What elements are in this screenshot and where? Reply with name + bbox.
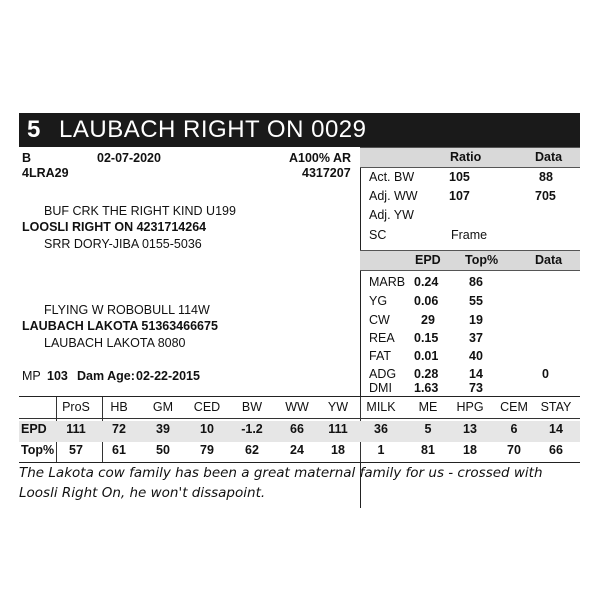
data-col-header: Data (535, 150, 563, 164)
mp-value: 103 (47, 369, 68, 383)
col-header: HPG (456, 400, 484, 414)
sex: B (22, 151, 32, 165)
carcass-row-label: YG (369, 294, 388, 308)
carcass-row-epd: 0.28 (414, 367, 439, 381)
carcass-row-top: 14 (469, 367, 483, 381)
carcass-header (360, 250, 580, 271)
ratio-header (360, 147, 580, 168)
epd-col-header: EPD (415, 253, 441, 267)
col-header: ME (418, 400, 438, 414)
epd-value: 111 (66, 422, 86, 436)
sire-dam: SRR DORY-JIBA 0155-5036 (44, 237, 202, 251)
ratio-row-data: 705 (535, 189, 556, 203)
col-header: HB (110, 400, 128, 414)
top-value: 61 (112, 443, 126, 457)
dam-age-value: 02-22-2015 (136, 369, 200, 383)
sire-sire: BUF CRK THE RIGHT KIND U199 (44, 204, 236, 218)
top-value: 1 (377, 443, 385, 457)
registration-number: 4317207 (302, 166, 351, 180)
carcass-row-epd: 0.15 (414, 331, 439, 345)
epd-value: 5 (424, 422, 432, 436)
birthdate: 02-07-2020 (97, 151, 161, 165)
top-value: 50 (156, 443, 170, 457)
top-value: 18 (331, 443, 345, 457)
col-header: ProS (62, 400, 90, 414)
ratio-col-header: Ratio (450, 150, 482, 164)
breed: A100% AR (289, 151, 352, 165)
tattoo: 4LRA29 (22, 166, 69, 180)
lot-comment: The Lakota cow family has been a great maternal family for us - crossed with Loosli Right On, he won't dissapoint. (19, 465, 543, 501)
epd-value: 36 (374, 422, 388, 436)
col-header: BW (241, 400, 263, 414)
col-header: GM (152, 400, 174, 414)
ratio-row-ratio: 105 (449, 170, 470, 184)
ratio-row-ratio: 107 (449, 189, 470, 203)
epd-values-row (19, 421, 580, 442)
carcass-row-data: 0 (542, 367, 549, 381)
top-col-header: Top% (465, 253, 499, 267)
carcass-row-label: ADG (369, 367, 397, 381)
ratio-row-label: SC (369, 228, 387, 242)
mp-label: MP (22, 369, 41, 383)
top-row-label: Top% (21, 443, 55, 457)
dam: LAUBACH LAKOTA 51363466675 (22, 319, 218, 333)
col-header: WW (285, 400, 309, 414)
top-value: 24 (290, 443, 304, 457)
epd-value: 39 (156, 422, 170, 436)
top-value: 81 (421, 443, 435, 457)
carcass-row-top: 55 (469, 294, 483, 308)
carcass-row-epd: 29 (421, 313, 435, 327)
sire: LOOSLI RIGHT ON 4231714264 (22, 220, 207, 234)
col-header: CED (193, 400, 221, 414)
carcass-row-label: DMI (369, 381, 392, 395)
epd-header-row (19, 400, 580, 421)
carcass-row-epd: 0.01 (414, 349, 439, 363)
top-value: 79 (200, 443, 214, 457)
epd-value: 66 (290, 422, 304, 436)
top-value: 18 (463, 443, 477, 457)
col-header: CEM (500, 400, 528, 414)
ratio-row-label: Adj. WW (369, 189, 418, 203)
carcass-row-label: MARB (369, 275, 406, 289)
ratio-row-label: Adj. YW (369, 208, 414, 222)
epd-value: 13 (463, 422, 477, 436)
top-percent-row (19, 442, 580, 463)
epd-value: 14 (549, 422, 563, 436)
dam-age-label: Dam Age: (77, 369, 135, 383)
ratio-row-ratio: Frame (451, 228, 488, 242)
carcass-row-label: CW (369, 313, 390, 327)
col-header: MILK (366, 400, 396, 414)
ratio-row-data: 88 (539, 170, 553, 184)
carcass-row-label: REA (369, 331, 395, 345)
epd-value: 10 (200, 422, 214, 436)
epd-value: 111 (328, 422, 348, 436)
ratio-row-label: Act. BW (369, 170, 415, 184)
epd-value: 6 (510, 422, 518, 436)
carcass-row-label: FAT (369, 349, 391, 363)
col-header: STAY (540, 400, 572, 414)
top-value: 62 (245, 443, 259, 457)
carcass-row-top: 73 (469, 381, 483, 395)
top-value: 70 (507, 443, 521, 457)
col-header: YW (327, 400, 349, 414)
epd-value: -1.2 (241, 422, 263, 436)
carcass-row-epd: 0.24 (414, 275, 439, 289)
animal-name: LAUBACH RIGHT ON 0029 (59, 116, 367, 143)
epd-value: 72 (112, 422, 126, 436)
top-value: 66 (549, 443, 563, 457)
carcass-row-top: 19 (469, 313, 483, 327)
data-col-header: Data (535, 253, 563, 267)
lot-number: 5 (27, 116, 41, 143)
sale-lot-card (19, 113, 580, 501)
lot-header (19, 113, 580, 147)
top-value: 57 (69, 443, 83, 457)
epd-row-label: EPD (21, 422, 47, 436)
epd-grid (19, 396, 580, 463)
carcass-row-top: 86 (469, 275, 483, 289)
dam-sire: FLYING W ROBOBULL 114W (44, 303, 210, 317)
dam-dam: LAUBACH LAKOTA 8080 (44, 336, 186, 350)
carcass-row-top: 37 (469, 331, 483, 345)
carcass-row-top: 40 (469, 349, 483, 363)
carcass-row-epd: 1.63 (414, 381, 439, 395)
carcass-row-epd: 0.06 (414, 294, 439, 308)
